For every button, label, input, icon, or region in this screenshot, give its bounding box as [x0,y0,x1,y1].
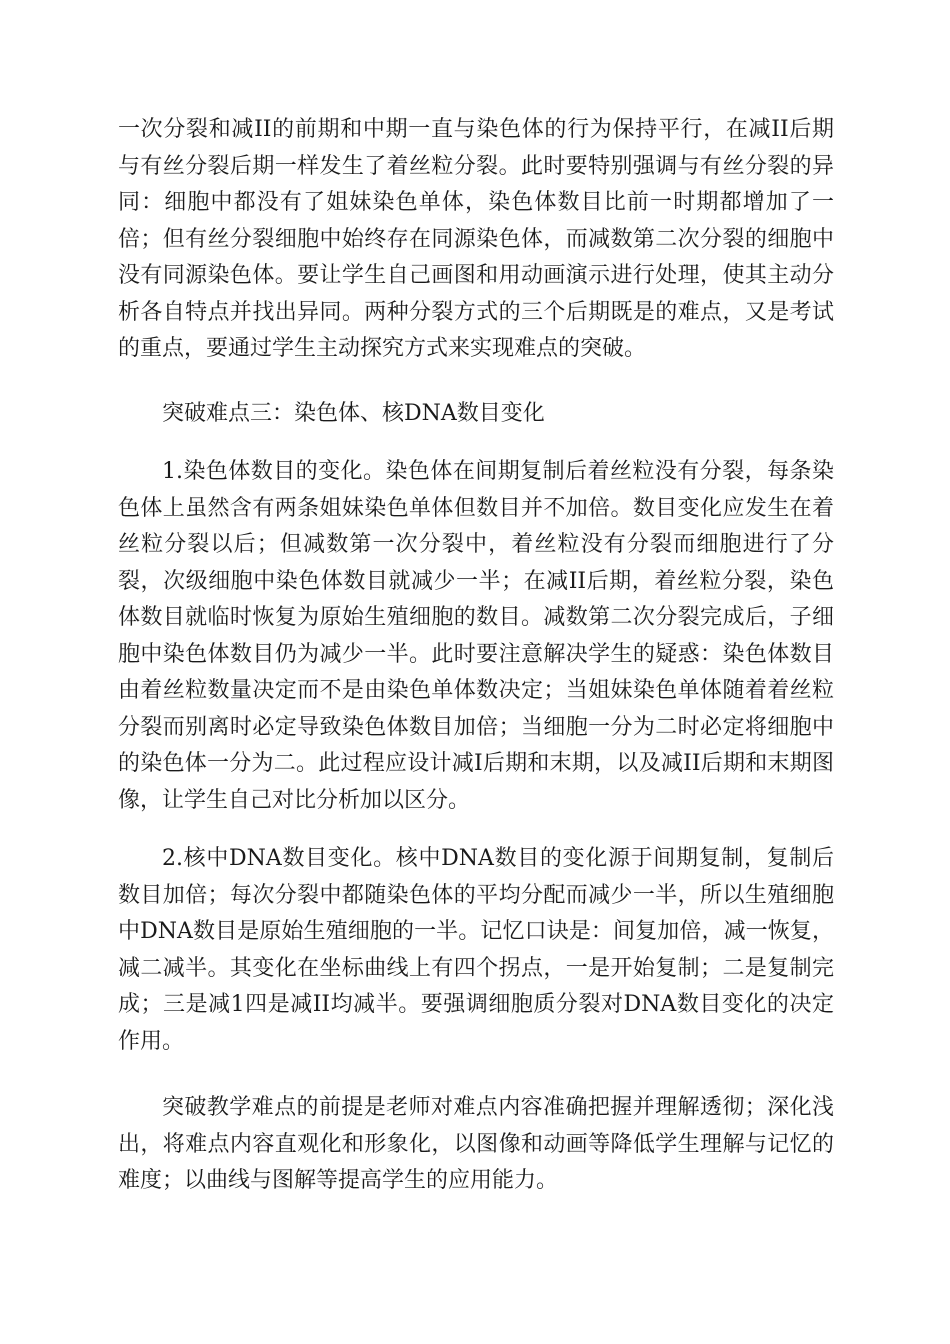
paragraph-dna-number: 2.核中DNA数目变化。核中DNA数目的变化源于间期复制，复制后数目加倍；每次分裂中都随染色体的平均分配而减少一半，所以生殖细胞中DNA数目是原始生殖细胞的一半。记忆口诀是：间复加倍，减一恢复，减二减半。其变化在坐标曲线上有四个拐点，一是开始复制；二是复制完成；三是减1四是减II均减半。要强调细胞质分裂对DNA数目变化的决定作用。 [118,846,834,1054]
paragraph-chromosome-number: 1.染色体数目的变化。染色体在间期复制后着丝粒没有分裂，每条染色体上虽然含有两条姐妹染色单体但数目并不加倍。数目变化应发生在着丝粒分裂以后；但减数第一次分裂中，着丝粒没有分裂而细胞进行了分裂，次级细胞中染色体数目就减少一半；在减II后期，着丝粒分裂，染色体数目就临时恢复为原始生殖细胞的数目。减数第二次分裂完成后，子细胞中染色体数目仍为减少一半。此时要注意解决学生的疑惑：染色体数目由着丝粒数量决定而不是由染色单体数决定；当姐妹染色单体随着着丝粒分裂而别离时必定导致染色体数目加倍；当细胞一分为二时必定将细胞中的染色体一分为二。此过程应设计减I后期和末期，以及减II后期和末期图像，让学生自己对比分析加以区分。 [118,459,834,813]
paragraph-conclusion: 突破教学难点的前提是老师对难点内容准确把握并理解透彻；深化浅出，将难点内容直观化和形象化，以图像和动画等降低学生理解与记忆的难度；以曲线与图解等提高学生的应用能力。 [118,1095,834,1193]
section-heading-difficulty-three: 突破难点三：染色体、核DNA数目变化 [162,400,545,426]
document-page [118,112,834,1200]
paragraph-meiosis-anaphase: 一次分裂和减II的前期和中期一直与染色体的行为保持平行，在减II后期与有丝分裂后期一样发生了着丝粒分裂。此时要特别强调与有丝分裂的异同：细胞中都没有了姐妹染色单体，染色体数目比前一时期都增加了一倍；但有丝分裂细胞中始终存在同源染色体，而减数第二次分裂的细胞中没有同源染色体。要让学生自己画图和用动画演示进行处理，使其主动分析各自特点并找出异同。两种分裂方式的三个后期既是的难点，又是考试的重点，要通过学生主动探究方式来实现难点的突破。 [118,117,834,361]
